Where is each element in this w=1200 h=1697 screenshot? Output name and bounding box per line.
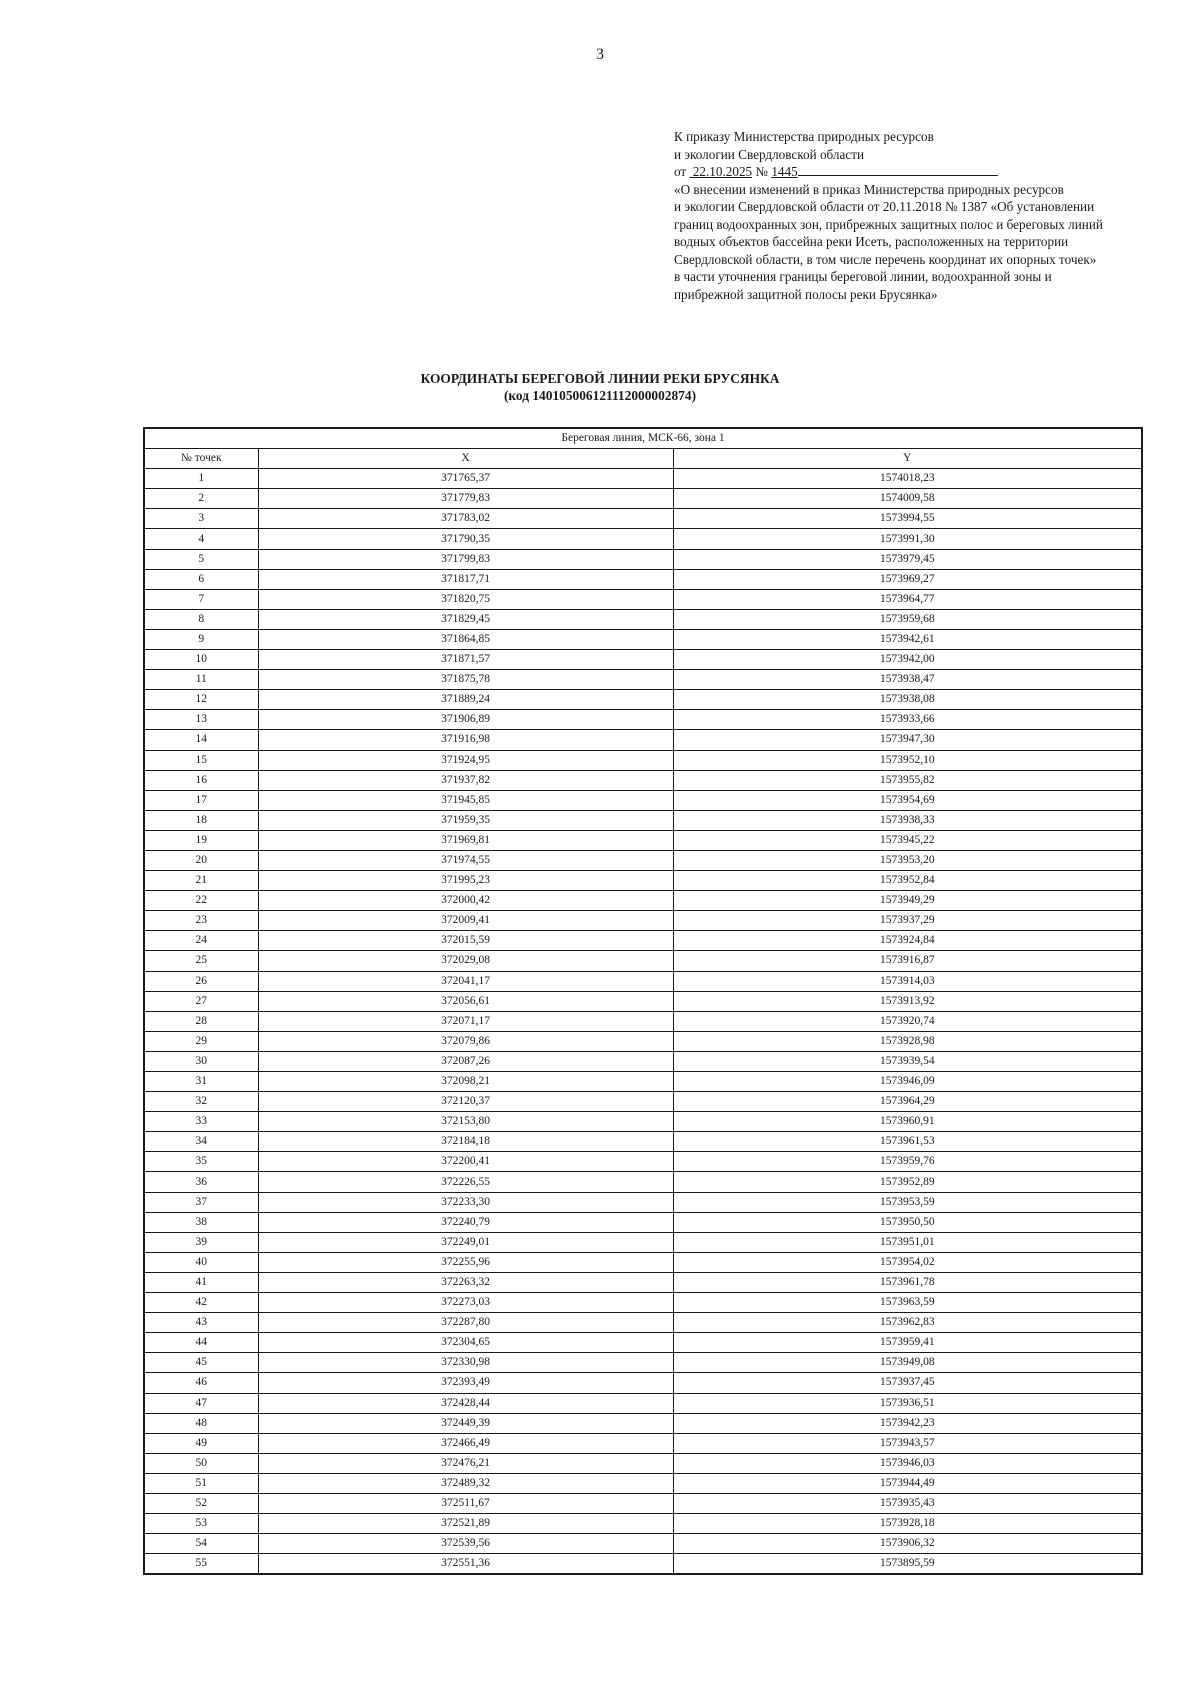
x-coordinate-cell: 372304,65 <box>258 1333 673 1353</box>
x-coordinate-cell: 372521,89 <box>258 1514 673 1534</box>
y-coordinate-cell: 1573933,66 <box>673 710 1142 730</box>
x-coordinate-cell: 372489,32 <box>258 1473 673 1493</box>
table-row <box>144 650 1142 670</box>
annex-number-sign: № <box>755 164 769 179</box>
point-number-cell: 36 <box>144 1172 258 1192</box>
table-row <box>144 1353 1142 1373</box>
table-row <box>144 1393 1142 1413</box>
table-row <box>144 790 1142 810</box>
x-coordinate-cell: 372255,96 <box>258 1252 673 1272</box>
x-coordinate-cell: 372263,32 <box>258 1272 673 1292</box>
point-number-cell: 27 <box>144 991 258 1011</box>
table-row <box>144 489 1142 509</box>
x-coordinate-cell: 372539,56 <box>258 1534 673 1554</box>
y-coordinate-cell: 1573944,49 <box>673 1473 1142 1493</box>
x-coordinate-cell: 372330,98 <box>258 1353 673 1373</box>
y-coordinate-cell: 1573946,09 <box>673 1072 1142 1092</box>
y-coordinate-cell: 1573895,59 <box>673 1554 1142 1575</box>
y-coordinate-cell: 1573953,20 <box>673 850 1142 870</box>
point-number-cell: 30 <box>144 1051 258 1071</box>
annex-underline <box>798 163 998 176</box>
table-row <box>144 1534 1142 1554</box>
x-coordinate-cell: 371783,02 <box>258 509 673 529</box>
table-row <box>144 1132 1142 1152</box>
y-coordinate-cell: 1573938,47 <box>673 670 1142 690</box>
x-coordinate-cell: 372056,61 <box>258 991 673 1011</box>
table-body <box>144 469 1142 1575</box>
column-header-point-number: № точек <box>144 449 258 469</box>
annex-line-2: и экологии Свердловской области <box>674 146 865 162</box>
x-coordinate-cell: 372184,18 <box>258 1132 673 1152</box>
table-row <box>144 730 1142 750</box>
x-coordinate-cell: 371959,35 <box>258 810 673 830</box>
x-coordinate-cell: 372428,44 <box>258 1393 673 1413</box>
annex-subject-line: Свердловской области, в том числе перечень координат их опорных точек» <box>674 251 1097 267</box>
point-number-cell: 48 <box>144 1413 258 1433</box>
point-number-cell: 37 <box>144 1192 258 1212</box>
annex-subject-line: прибрежной защитной полосы реки Брусянка» <box>674 286 938 302</box>
y-coordinate-cell: 1573935,43 <box>673 1493 1142 1513</box>
annex-number: 1445 <box>771 164 798 179</box>
point-number-cell: 26 <box>144 971 258 991</box>
y-coordinate-cell: 1573946,03 <box>673 1453 1142 1473</box>
table-row <box>144 1272 1142 1292</box>
point-number-cell: 8 <box>144 609 258 629</box>
y-coordinate-cell: 1573991,30 <box>673 529 1142 549</box>
x-coordinate-cell: 372287,80 <box>258 1313 673 1333</box>
table-row <box>144 1453 1142 1473</box>
y-coordinate-cell: 1573950,50 <box>673 1212 1142 1232</box>
point-number-cell: 10 <box>144 650 258 670</box>
point-number-cell: 23 <box>144 911 258 931</box>
y-coordinate-cell: 1573924,84 <box>673 931 1142 951</box>
column-header-x: X <box>258 449 673 469</box>
y-coordinate-cell: 1573961,53 <box>673 1132 1142 1152</box>
point-number-cell: 28 <box>144 1011 258 1031</box>
table-row <box>144 509 1142 529</box>
table-row <box>144 549 1142 569</box>
table-header-row <box>144 449 1142 469</box>
x-coordinate-cell: 371871,57 <box>258 650 673 670</box>
y-coordinate-cell: 1573906,32 <box>673 1534 1142 1554</box>
x-coordinate-cell: 371889,24 <box>258 690 673 710</box>
heading-code: (код 140105006121112000002874) <box>503 388 697 403</box>
point-number-cell: 33 <box>144 1112 258 1132</box>
x-coordinate-cell: 372015,59 <box>258 931 673 951</box>
x-coordinate-cell: 372098,21 <box>258 1072 673 1092</box>
point-number-cell: 50 <box>144 1453 258 1473</box>
x-coordinate-cell: 372000,42 <box>258 891 673 911</box>
x-coordinate-cell: 371906,89 <box>258 710 673 730</box>
point-number-cell: 21 <box>144 871 258 891</box>
annex-subject-line: в части уточнения границы береговой линии, водоохранной зоны и <box>674 269 1052 284</box>
x-coordinate-cell: 372511,67 <box>258 1493 673 1513</box>
table-caption-row <box>144 428 1142 449</box>
table-row <box>144 1313 1142 1333</box>
table-row <box>144 1433 1142 1453</box>
y-coordinate-cell: 1573969,27 <box>673 569 1142 589</box>
x-coordinate-cell: 372393,49 <box>258 1373 673 1393</box>
table-row <box>144 1011 1142 1031</box>
table-row <box>144 1514 1142 1534</box>
y-coordinate-cell: 1573954,02 <box>673 1252 1142 1272</box>
y-coordinate-cell: 1573949,29 <box>673 891 1142 911</box>
point-number-cell: 5 <box>144 549 258 569</box>
table-row <box>144 1373 1142 1393</box>
point-number-cell: 20 <box>144 850 258 870</box>
point-number-cell: 35 <box>144 1152 258 1172</box>
x-coordinate-cell: 372120,37 <box>258 1092 673 1112</box>
point-number-cell: 7 <box>144 589 258 609</box>
y-coordinate-cell: 1573928,18 <box>673 1514 1142 1534</box>
y-coordinate-cell: 1573938,33 <box>673 810 1142 830</box>
x-coordinate-cell: 371945,85 <box>258 790 673 810</box>
point-number-cell: 52 <box>144 1493 258 1513</box>
table-row <box>144 891 1142 911</box>
y-coordinate-cell: 1573945,22 <box>673 830 1142 850</box>
point-number-cell: 11 <box>144 670 258 690</box>
table-row <box>144 1112 1142 1132</box>
x-coordinate-cell: 371864,85 <box>258 629 673 649</box>
table-row <box>144 690 1142 710</box>
x-coordinate-cell: 372476,21 <box>258 1453 673 1473</box>
point-number-cell: 51 <box>144 1473 258 1493</box>
table-row <box>144 1473 1142 1493</box>
table-row <box>144 1092 1142 1112</box>
annex-block <box>674 128 1154 303</box>
y-coordinate-cell: 1573994,55 <box>673 509 1142 529</box>
y-coordinate-cell: 1573955,82 <box>673 770 1142 790</box>
x-coordinate-cell: 372449,39 <box>258 1413 673 1433</box>
y-coordinate-cell: 1573959,68 <box>673 609 1142 629</box>
table-row <box>144 710 1142 730</box>
point-number-cell: 25 <box>144 951 258 971</box>
point-number-cell: 3 <box>144 509 258 529</box>
table-caption: Береговая линия, МСК-66, зона 1 <box>144 428 1142 449</box>
annex-subject-line: границ водоохранных зон, прибрежных защитных полос и береговых линий <box>674 216 1103 232</box>
table-row <box>144 951 1142 971</box>
y-coordinate-cell: 1573928,98 <box>673 1031 1142 1051</box>
y-coordinate-cell: 1573959,41 <box>673 1333 1142 1353</box>
y-coordinate-cell: 1573962,83 <box>673 1313 1142 1333</box>
y-coordinate-cell: 1573942,23 <box>673 1413 1142 1433</box>
x-coordinate-cell: 371875,78 <box>258 670 673 690</box>
x-coordinate-cell: 372041,17 <box>258 971 673 991</box>
point-number-cell: 6 <box>144 569 258 589</box>
x-coordinate-cell: 372087,26 <box>258 1051 673 1071</box>
x-coordinate-cell: 371995,23 <box>258 871 673 891</box>
table-row <box>144 991 1142 1011</box>
x-coordinate-cell: 372029,08 <box>258 951 673 971</box>
x-coordinate-cell: 372240,79 <box>258 1212 673 1232</box>
table-row <box>144 830 1142 850</box>
y-coordinate-cell: 1573942,61 <box>673 629 1142 649</box>
y-coordinate-cell: 1574009,58 <box>673 489 1142 509</box>
table-row <box>144 1192 1142 1212</box>
x-coordinate-cell: 371916,98 <box>258 730 673 750</box>
table-row <box>144 670 1142 690</box>
y-coordinate-cell: 1573949,08 <box>673 1353 1142 1373</box>
point-number-cell: 4 <box>144 529 258 549</box>
table-row <box>144 1293 1142 1313</box>
table-row <box>144 850 1142 870</box>
y-coordinate-cell: 1573953,59 <box>673 1192 1142 1212</box>
point-number-cell: 41 <box>144 1272 258 1292</box>
table-row <box>144 810 1142 830</box>
x-coordinate-cell: 372200,41 <box>258 1152 673 1172</box>
point-number-cell: 45 <box>144 1353 258 1373</box>
y-coordinate-cell: 1573960,91 <box>673 1112 1142 1132</box>
point-number-cell: 49 <box>144 1433 258 1453</box>
table-row <box>144 469 1142 489</box>
x-coordinate-cell: 372233,30 <box>258 1192 673 1212</box>
y-coordinate-cell: 1573916,87 <box>673 951 1142 971</box>
table-row <box>144 1333 1142 1353</box>
heading-title: КООРДИНАТЫ БЕРЕГОВОЙ ЛИНИИ РЕКИ БРУСЯНКА <box>420 371 780 386</box>
table-row <box>144 1413 1142 1433</box>
y-coordinate-cell: 1573943,57 <box>673 1433 1142 1453</box>
table-row <box>144 1152 1142 1172</box>
y-coordinate-cell: 1573954,69 <box>673 790 1142 810</box>
point-number-cell: 38 <box>144 1212 258 1232</box>
table-row <box>144 589 1142 609</box>
x-coordinate-cell: 371790,35 <box>258 529 673 549</box>
point-number-cell: 55 <box>144 1554 258 1575</box>
annex-subject-line: водных объектов бассейна реки Исеть, расположенных на территории <box>674 234 1069 249</box>
point-number-cell: 12 <box>144 690 258 710</box>
x-coordinate-cell: 371817,71 <box>258 569 673 589</box>
table-row <box>144 911 1142 931</box>
point-number-cell: 15 <box>144 750 258 770</box>
table-row <box>144 1051 1142 1071</box>
y-coordinate-cell: 1573951,01 <box>673 1232 1142 1252</box>
y-coordinate-cell: 1573914,03 <box>673 971 1142 991</box>
x-coordinate-cell: 371829,45 <box>258 609 673 629</box>
table-row <box>144 1232 1142 1252</box>
annex-subject-line: «О внесении изменений в приказ Министерства природных ресурсов <box>674 181 1064 197</box>
y-coordinate-cell: 1573952,89 <box>673 1172 1142 1192</box>
table-row <box>144 609 1142 629</box>
x-coordinate-cell: 372273,03 <box>258 1293 673 1313</box>
point-number-cell: 17 <box>144 790 258 810</box>
y-coordinate-cell: 1573938,08 <box>673 690 1142 710</box>
x-coordinate-cell: 371924,95 <box>258 750 673 770</box>
point-number-cell: 19 <box>144 830 258 850</box>
table-row <box>144 931 1142 951</box>
x-coordinate-cell: 371765,37 <box>258 469 673 489</box>
point-number-cell: 13 <box>144 710 258 730</box>
x-coordinate-cell: 371779,83 <box>258 489 673 509</box>
x-coordinate-cell: 372466,49 <box>258 1433 673 1453</box>
table-row <box>144 569 1142 589</box>
point-number-cell: 53 <box>144 1514 258 1534</box>
table-row <box>144 971 1142 991</box>
y-coordinate-cell: 1573939,54 <box>673 1051 1142 1071</box>
table-row <box>144 1172 1142 1192</box>
point-number-cell: 16 <box>144 770 258 790</box>
table-row <box>144 1554 1142 1575</box>
point-number-cell: 31 <box>144 1072 258 1092</box>
x-coordinate-cell: 371969,81 <box>258 830 673 850</box>
point-number-cell: 42 <box>144 1293 258 1313</box>
table-row <box>144 871 1142 891</box>
x-coordinate-cell: 372153,80 <box>258 1112 673 1132</box>
document-heading <box>0 370 1200 404</box>
x-coordinate-cell: 371937,82 <box>258 770 673 790</box>
point-number-cell: 14 <box>144 730 258 750</box>
y-coordinate-cell: 1573961,78 <box>673 1272 1142 1292</box>
point-number-cell: 24 <box>144 931 258 951</box>
point-number-cell: 32 <box>144 1092 258 1112</box>
x-coordinate-cell: 372249,01 <box>258 1232 673 1252</box>
point-number-cell: 22 <box>144 891 258 911</box>
table-row <box>144 1212 1142 1232</box>
point-number-cell: 2 <box>144 489 258 509</box>
x-coordinate-cell: 372009,41 <box>258 911 673 931</box>
point-number-cell: 9 <box>144 629 258 649</box>
point-number-cell: 54 <box>144 1534 258 1554</box>
annex-date-line <box>674 163 1154 181</box>
x-coordinate-cell: 371820,75 <box>258 589 673 609</box>
annex-subject <box>674 181 1154 304</box>
table-row <box>144 1252 1142 1272</box>
table-row <box>144 750 1142 770</box>
table-row <box>144 1031 1142 1051</box>
y-coordinate-cell: 1573936,51 <box>673 1393 1142 1413</box>
y-coordinate-cell: 1574018,23 <box>673 469 1142 489</box>
x-coordinate-cell: 372226,55 <box>258 1172 673 1192</box>
y-coordinate-cell: 1573959,76 <box>673 1152 1142 1172</box>
y-coordinate-cell: 1573913,92 <box>673 991 1142 1011</box>
page-number: 3 <box>596 46 604 63</box>
table-row <box>144 529 1142 549</box>
point-number-cell: 46 <box>144 1373 258 1393</box>
column-header-y: Y <box>673 449 1142 469</box>
coordinates-table <box>143 427 1143 1575</box>
point-number-cell: 1 <box>144 469 258 489</box>
point-number-cell: 29 <box>144 1031 258 1051</box>
point-number-cell: 34 <box>144 1132 258 1152</box>
table-row <box>144 629 1142 649</box>
x-coordinate-cell: 372551,36 <box>258 1554 673 1575</box>
table-row <box>144 1072 1142 1092</box>
point-number-cell: 44 <box>144 1333 258 1353</box>
x-coordinate-cell: 372079,86 <box>258 1031 673 1051</box>
annex-line-1: К приказу Министерства природных ресурсов <box>674 129 934 144</box>
y-coordinate-cell: 1573964,77 <box>673 589 1142 609</box>
y-coordinate-cell: 1573937,29 <box>673 911 1142 931</box>
point-number-cell: 18 <box>144 810 258 830</box>
y-coordinate-cell: 1573947,30 <box>673 730 1142 750</box>
annex-from-prefix: от <box>674 164 687 179</box>
y-coordinate-cell: 1573937,45 <box>673 1373 1142 1393</box>
point-number-cell: 39 <box>144 1232 258 1252</box>
point-number-cell: 47 <box>144 1393 258 1413</box>
x-coordinate-cell: 372071,17 <box>258 1011 673 1031</box>
x-coordinate-cell: 371974,55 <box>258 850 673 870</box>
y-coordinate-cell: 1573963,59 <box>673 1293 1142 1313</box>
point-number-cell: 40 <box>144 1252 258 1272</box>
x-coordinate-cell: 371799,83 <box>258 549 673 569</box>
y-coordinate-cell: 1573979,45 <box>673 549 1142 569</box>
table-row <box>144 770 1142 790</box>
y-coordinate-cell: 1573964,29 <box>673 1092 1142 1112</box>
point-number-cell: 43 <box>144 1313 258 1333</box>
y-coordinate-cell: 1573920,74 <box>673 1011 1142 1031</box>
y-coordinate-cell: 1573952,10 <box>673 750 1142 770</box>
annex-subject-line: и экологии Свердловской области от 20.11.2018 № 1387 «Об установлении <box>674 199 1095 214</box>
table-row <box>144 1493 1142 1513</box>
y-coordinate-cell: 1573942,00 <box>673 650 1142 670</box>
annex-date: 22.10.2025 <box>692 164 753 179</box>
y-coordinate-cell: 1573952,84 <box>673 871 1142 891</box>
